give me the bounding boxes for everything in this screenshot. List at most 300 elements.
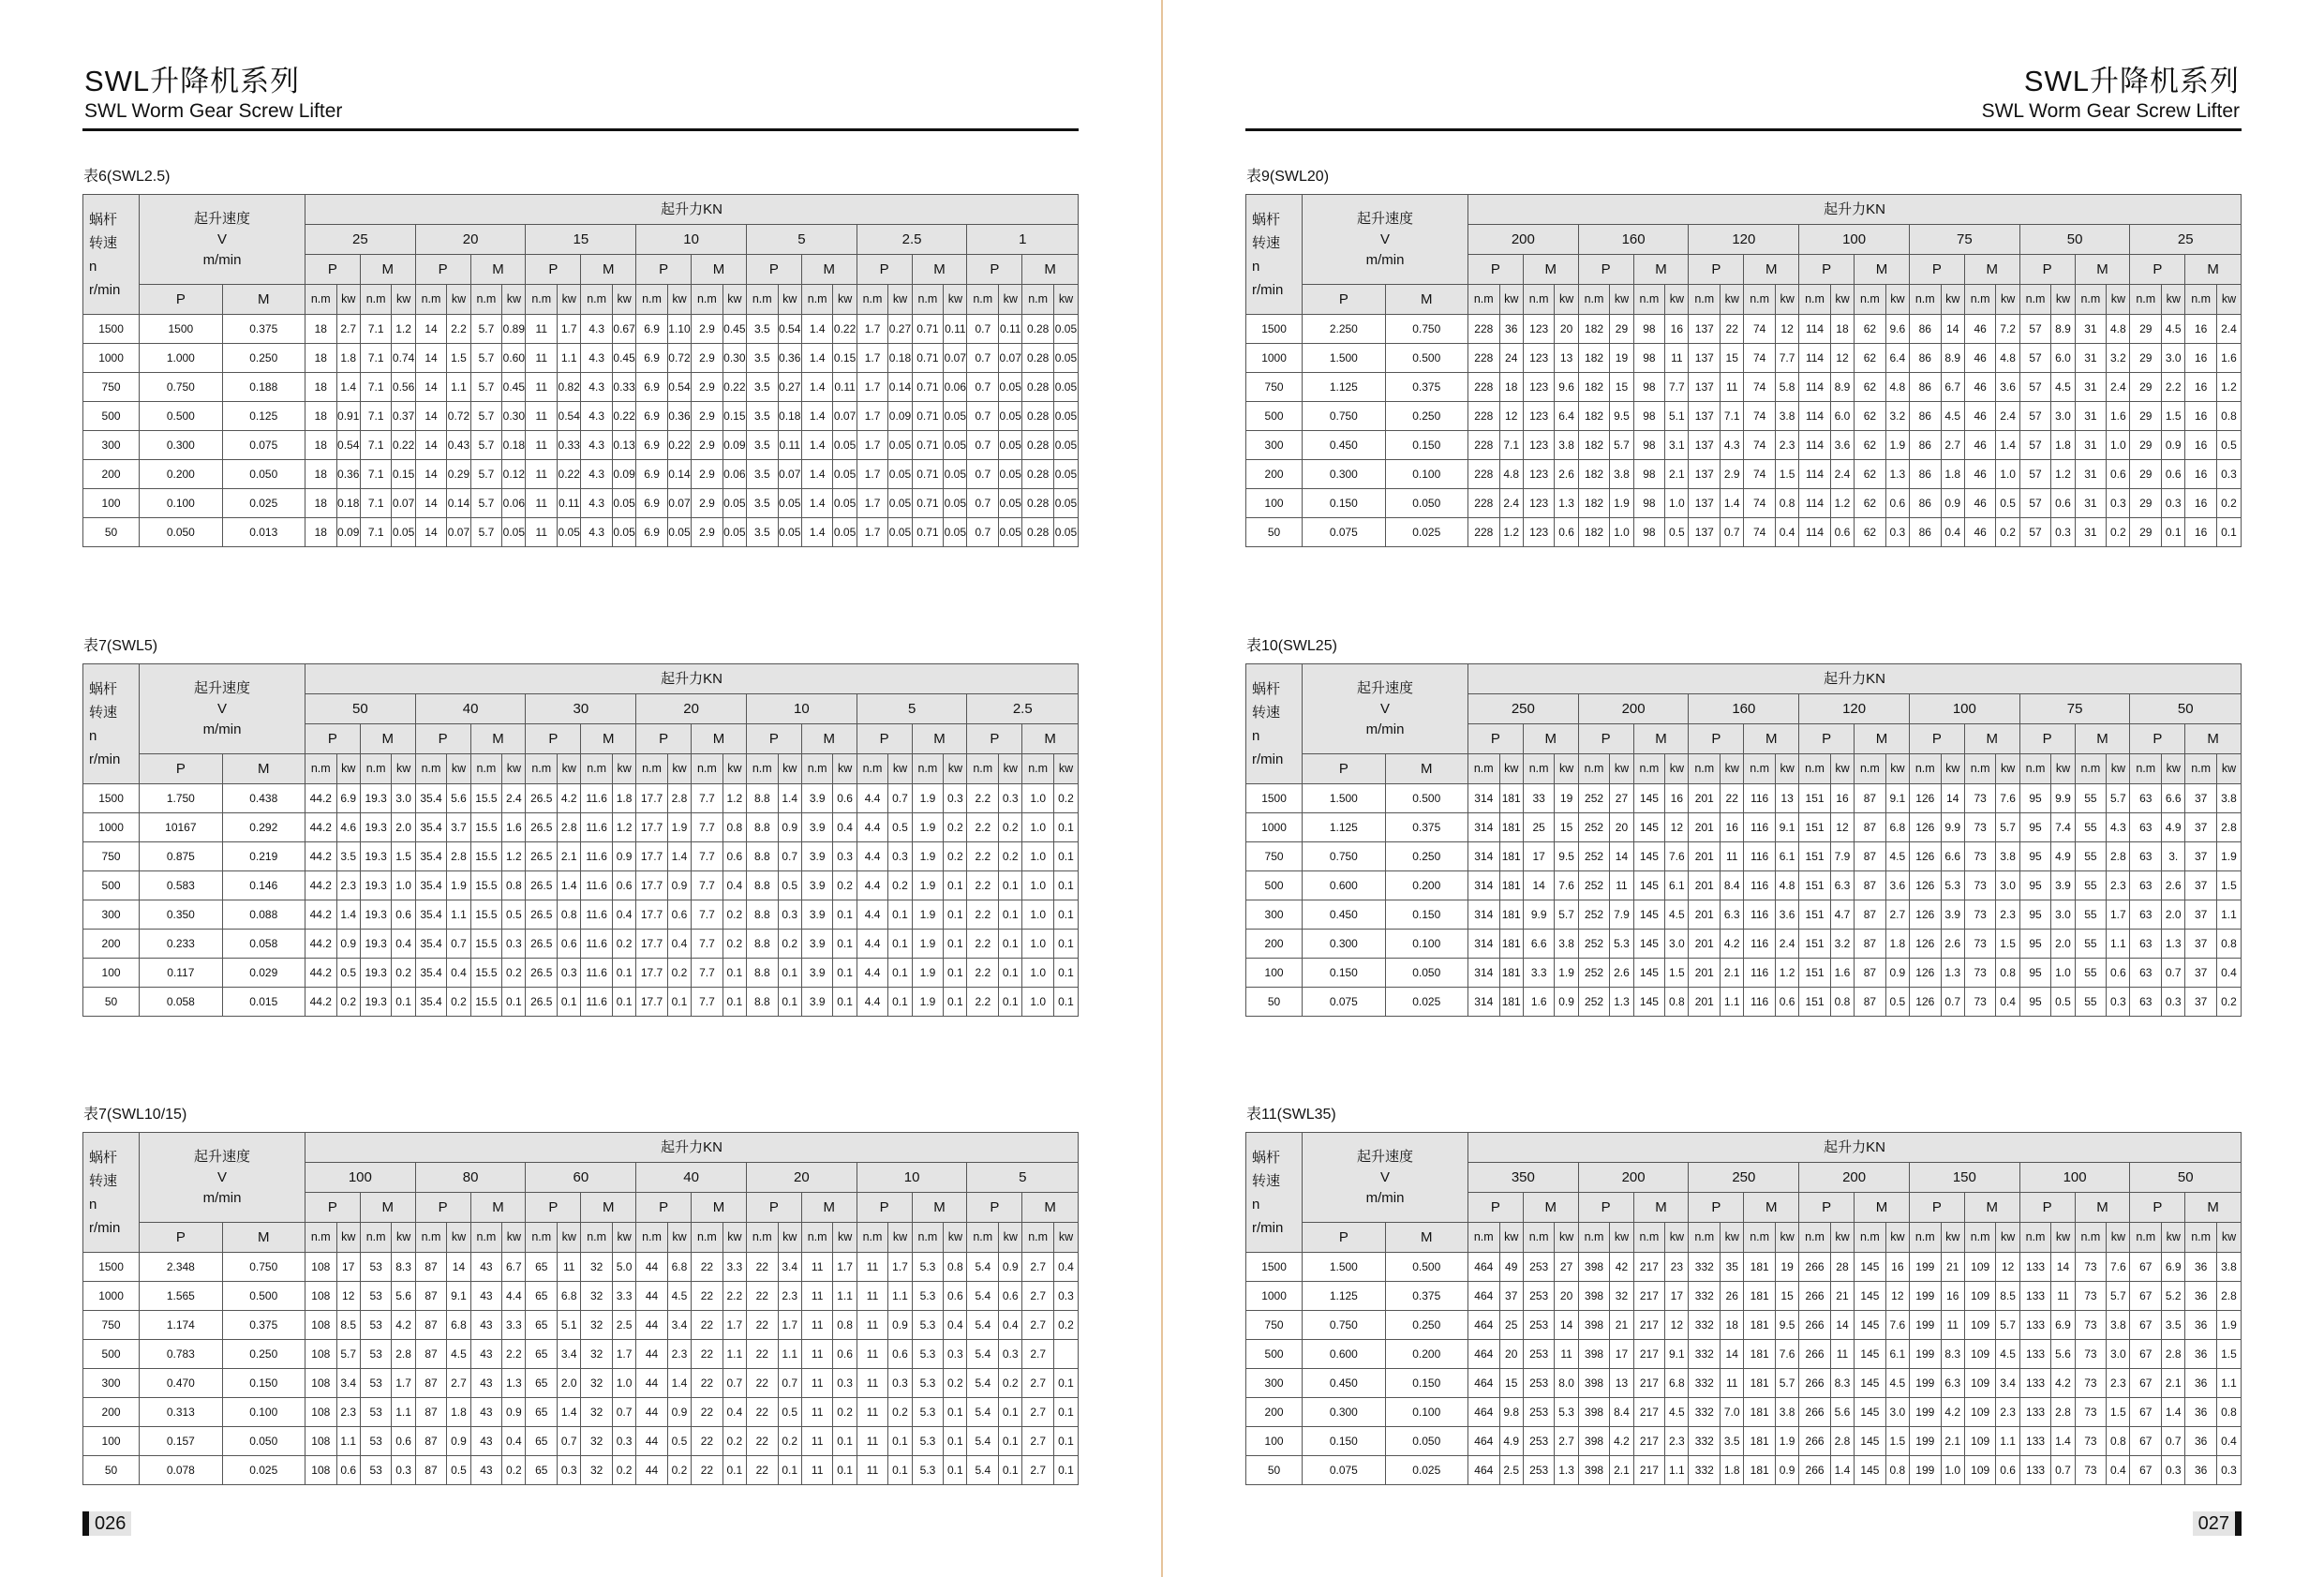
value-cell: 123	[1523, 315, 1555, 344]
value-cell: 17.7	[636, 900, 668, 930]
value-cell: 0.7	[2162, 1427, 2185, 1456]
nm-header: n.m	[526, 1223, 558, 1253]
value-cell: 3.9	[801, 813, 833, 842]
kw-header: kw	[612, 285, 635, 315]
value-cell: 8.4	[1610, 1398, 1633, 1427]
value-cell: 332	[1689, 1253, 1721, 1282]
value-cell: 14	[1555, 1311, 1578, 1340]
value-cell: 116	[1744, 930, 1776, 959]
value-cell: 0.4	[723, 871, 746, 900]
value-cell: 3.4	[667, 1311, 691, 1340]
value-cell: 65	[526, 1253, 558, 1282]
value-cell: 2.8	[2162, 1340, 2185, 1369]
value-cell: 73	[2075, 1456, 2107, 1485]
value-cell: 5.4	[967, 1311, 999, 1340]
value-cell: 44	[636, 1369, 668, 1398]
value-cell: 73	[1964, 813, 1996, 842]
kw-header: kw	[723, 754, 746, 784]
value-cell: 252	[1578, 959, 1610, 988]
value-cell: 1.9	[447, 871, 470, 900]
kw-header: kw	[2216, 754, 2241, 784]
value-cell: 7.7	[692, 842, 723, 871]
value-cell: 2.0	[392, 813, 415, 842]
value-cell: 62	[1855, 373, 1886, 402]
value-cell: 15.5	[470, 930, 502, 959]
value-cell: 109	[1964, 1398, 1996, 1427]
value-cell: 17.7	[636, 784, 668, 813]
nm-header: n.m	[1799, 1223, 1831, 1253]
speed-p-cell: 0.450	[1303, 431, 1385, 460]
value-cell: 57	[2019, 344, 2051, 373]
value-cell: 87	[415, 1311, 447, 1340]
value-cell: 11	[558, 1253, 581, 1282]
value-cell: 8.8	[746, 871, 778, 900]
m-header: M	[1744, 255, 1799, 285]
value-cell: 11	[801, 1398, 833, 1427]
page-right	[1162, 0, 2324, 1577]
value-cell: 0.4	[2216, 1427, 2241, 1456]
speed-p-cell: 0.300	[1303, 1398, 1385, 1427]
speed-header-label: 起升速度	[1357, 1148, 1414, 1165]
speed-m-cell: 0.050	[1385, 959, 1467, 988]
value-cell: 151	[1799, 988, 1831, 1017]
value-cell: 46	[1964, 344, 1996, 373]
value-cell: 1.5	[1775, 460, 1798, 489]
value-cell: 1.8	[612, 784, 635, 813]
value-cell: 332	[1689, 1340, 1721, 1369]
value-cell: 1.3	[1610, 988, 1633, 1017]
value-cell: 151	[1799, 959, 1831, 988]
value-cell: 0.1	[833, 959, 857, 988]
value-cell: 145	[1855, 1398, 1886, 1427]
speed-header-label: m/min	[202, 251, 242, 268]
value-cell: 12	[1665, 1311, 1689, 1340]
value-cell: 2.2	[447, 315, 470, 344]
speed-m-cell: 0.050	[1385, 489, 1467, 518]
value-cell: 1.6	[2216, 344, 2241, 373]
value-cell: 0.2	[667, 1456, 691, 1485]
value-cell: 0.5	[778, 1398, 801, 1427]
table-row	[1246, 900, 2242, 930]
value-cell: 2.9	[692, 315, 723, 344]
speed-n-cell: 300	[1246, 1369, 1303, 1398]
value-cell: 11	[801, 1311, 833, 1340]
value-cell: 266	[1799, 1253, 1831, 1282]
kw-header: kw	[1053, 754, 1078, 784]
speed-p-cell: 0.600	[1303, 1340, 1385, 1369]
value-cell: 0.3	[888, 842, 912, 871]
value-cell: 5.3	[912, 1311, 944, 1340]
load-header: 5	[857, 694, 967, 724]
m-header: M	[222, 285, 305, 315]
value-cell: 0.28	[1022, 431, 1054, 460]
value-cell: 67	[2130, 1340, 2162, 1369]
value-cell: 74	[1744, 431, 1776, 460]
value-cell: 7.1	[360, 460, 392, 489]
value-cell: 0.71	[912, 518, 944, 547]
speed-p-cell: 1.125	[1303, 813, 1385, 842]
value-cell: 0.05	[999, 518, 1022, 547]
speed-p-cell: 1.000	[140, 344, 222, 373]
m-header: M	[1964, 255, 2019, 285]
value-cell: 5.7	[470, 460, 502, 489]
value-cell: 217	[1633, 1427, 1665, 1456]
nm-header: n.m	[1689, 754, 1721, 784]
value-cell: 181	[1499, 930, 1523, 959]
value-cell: 133	[2019, 1398, 2051, 1427]
value-cell: 137	[1689, 460, 1721, 489]
value-cell: 0.05	[1053, 373, 1078, 402]
p-header: P	[1578, 1193, 1633, 1223]
value-cell: 1.1	[2216, 1369, 2241, 1398]
value-cell: 0.6	[1885, 489, 1909, 518]
table-row	[1246, 959, 2242, 988]
value-cell: 5.3	[912, 1253, 944, 1282]
value-cell: 217	[1633, 1369, 1665, 1398]
table-row	[83, 988, 1079, 1017]
value-cell: 46	[1964, 518, 1996, 547]
value-cell: 25	[1499, 1311, 1523, 1340]
value-cell: 145	[1855, 1253, 1886, 1282]
m-header: M	[1744, 1193, 1799, 1223]
load-header: 2.5	[967, 694, 1079, 724]
nm-header: n.m	[1467, 754, 1499, 784]
nm-header: n.m	[1909, 1223, 1941, 1253]
table-row	[1246, 813, 2242, 842]
kw-header: kw	[1775, 754, 1798, 784]
nm-header: n.m	[1964, 1223, 1996, 1253]
value-cell: 9.5	[1775, 1311, 1798, 1340]
value-cell: 253	[1523, 1398, 1555, 1427]
value-cell: 31	[2075, 402, 2107, 431]
speed-p-cell: 0.058	[140, 988, 222, 1017]
value-cell: 0.89	[502, 315, 526, 344]
nm-header: n.m	[1633, 285, 1665, 315]
value-cell: 17	[1665, 1282, 1689, 1311]
nm-header: n.m	[1689, 285, 1721, 315]
value-cell: 4.4	[857, 813, 888, 842]
value-cell: 145	[1633, 842, 1665, 871]
value-cell: 11.6	[581, 900, 613, 930]
value-cell: 228	[1467, 489, 1499, 518]
kw-header: kw	[944, 754, 967, 784]
speed-p-cell: 0.300	[140, 431, 222, 460]
value-cell: 11	[857, 1398, 888, 1427]
value-cell: 145	[1633, 930, 1665, 959]
value-cell: 1.1	[336, 1427, 360, 1456]
value-cell: 2.7	[1555, 1427, 1578, 1456]
value-cell: 0.14	[888, 373, 912, 402]
value-cell: 133	[2019, 1282, 2051, 1311]
value-cell: 3.8	[1610, 460, 1633, 489]
value-cell: 0.2	[336, 988, 360, 1017]
load-header: 100	[305, 1163, 415, 1193]
value-cell: 5.7	[470, 315, 502, 344]
value-cell: 22	[692, 1253, 723, 1282]
value-cell: 67	[2130, 1253, 2162, 1282]
m-header: M	[912, 724, 967, 754]
value-cell: 0.2	[723, 1427, 746, 1456]
value-cell: 3.6	[1830, 431, 1854, 460]
value-cell: 15.5	[470, 784, 502, 813]
value-cell: 11.6	[581, 988, 613, 1017]
speed-m-cell: 0.438	[222, 784, 305, 813]
value-cell: 0.2	[999, 842, 1022, 871]
speed-p-cell: 0.100	[140, 489, 222, 518]
value-cell: 0.1	[888, 1427, 912, 1456]
value-cell: 6.0	[1830, 402, 1854, 431]
value-cell: 464	[1467, 1340, 1499, 1369]
value-cell: 0.7	[778, 842, 801, 871]
m-header: M	[1523, 724, 1578, 754]
value-cell: 21	[1941, 1253, 1964, 1282]
value-cell	[1053, 1340, 1078, 1369]
value-cell: 1.4	[1721, 489, 1744, 518]
value-cell: 14	[1830, 1311, 1854, 1340]
load-header: 5	[967, 1163, 1079, 1193]
value-cell: 1.4	[2162, 1398, 2185, 1427]
p-header: P	[1909, 724, 1964, 754]
value-cell: 4.5	[2162, 315, 2185, 344]
header-rule	[82, 128, 1079, 131]
value-cell: 4.7	[1830, 900, 1854, 930]
value-cell: 95	[2019, 959, 2051, 988]
value-cell: 181	[1744, 1369, 1776, 1398]
value-cell: 5.4	[967, 1398, 999, 1427]
kw-header: kw	[447, 754, 470, 784]
speed-col-label: n	[1252, 727, 1260, 744]
value-cell: 3.4	[558, 1340, 581, 1369]
kw-header: kw	[1830, 754, 1854, 784]
value-cell: 0.72	[447, 402, 470, 431]
value-cell: 181	[1499, 784, 1523, 813]
value-cell: 182	[1578, 489, 1610, 518]
value-cell: 12	[336, 1282, 360, 1311]
value-cell: 0.06	[502, 489, 526, 518]
value-cell: 43	[470, 1456, 502, 1485]
value-cell: 1.1	[833, 1282, 857, 1311]
value-cell: 464	[1467, 1456, 1499, 1485]
value-cell: 2.7	[1885, 900, 1909, 930]
value-cell: 18	[305, 344, 336, 373]
value-cell: 6.9	[2051, 1311, 2075, 1340]
value-cell: 133	[2019, 1253, 2051, 1282]
value-cell: 151	[1799, 930, 1831, 959]
kw-header: kw	[2216, 1223, 2241, 1253]
value-cell: 0.5	[1996, 489, 2019, 518]
value-cell: 7.0	[1721, 1398, 1744, 1427]
value-cell: 0.27	[778, 373, 801, 402]
value-cell: 44	[636, 1427, 668, 1456]
speed-m-cell: 0.050	[222, 1427, 305, 1456]
value-cell: 0.6	[833, 1340, 857, 1369]
value-cell: 8.8	[746, 842, 778, 871]
table-row	[83, 1427, 1079, 1456]
value-cell: 114	[1799, 373, 1831, 402]
table-row	[1246, 344, 2242, 373]
value-cell: 6.6	[2162, 784, 2185, 813]
value-cell: 4.3	[581, 402, 613, 431]
value-cell: 98	[1633, 431, 1665, 460]
speed-n-cell: 100	[1246, 1427, 1303, 1456]
table-row	[83, 959, 1079, 988]
m-header: M	[801, 255, 857, 285]
value-cell: 4.9	[1499, 1427, 1523, 1456]
value-cell: 0.1	[833, 988, 857, 1017]
value-cell: 6.9	[2162, 1253, 2185, 1282]
load-header: 30	[526, 694, 636, 724]
value-cell: 55	[2075, 959, 2107, 988]
value-cell: 22	[692, 1398, 723, 1427]
table-row	[1246, 315, 2242, 344]
speed-m-cell: 0.100	[222, 1398, 305, 1427]
nm-header: n.m	[857, 754, 888, 784]
speed-p-cell: 0.500	[140, 402, 222, 431]
value-cell: 0.3	[558, 959, 581, 988]
value-cell: 22	[746, 1427, 778, 1456]
speed-n-cell: 750	[1246, 842, 1303, 871]
value-cell: 17	[336, 1253, 360, 1282]
value-cell: 7.4	[2051, 813, 2075, 842]
series-title-cn: SWL升降机系列	[2023, 65, 2240, 97]
kw-header: kw	[833, 285, 857, 315]
nm-header: n.m	[801, 285, 833, 315]
value-cell: 1.9	[1885, 431, 1909, 460]
value-cell: 63	[2130, 842, 2162, 871]
value-cell: 6.9	[636, 315, 668, 344]
speed-m-cell: 0.025	[1385, 518, 1467, 547]
nm-header: n.m	[581, 754, 613, 784]
value-cell: 36	[2185, 1398, 2217, 1427]
m-header: M	[1633, 1193, 1689, 1223]
load-header: 150	[1909, 1163, 2019, 1193]
value-cell: 2.1	[1665, 460, 1689, 489]
value-cell: 0.4	[833, 813, 857, 842]
value-cell: 3.0	[1996, 871, 2019, 900]
value-cell: 1.3	[1555, 1456, 1578, 1485]
p-header: P	[1689, 1193, 1744, 1223]
value-cell: 0.2	[2216, 489, 2241, 518]
value-cell: 1.7	[857, 344, 888, 373]
value-cell: 314	[1467, 871, 1499, 900]
value-cell: 36	[2185, 1340, 2217, 1369]
kw-header: kw	[2107, 285, 2130, 315]
speed-p-cell: 0.150	[1303, 1427, 1385, 1456]
value-cell: 0.22	[612, 402, 635, 431]
speed-col-label: 蜗杆	[89, 211, 118, 228]
value-cell: 98	[1633, 518, 1665, 547]
value-cell: 151	[1799, 784, 1831, 813]
speed-m-cell: 0.250	[1385, 402, 1467, 431]
value-cell: 0.14	[667, 460, 691, 489]
value-cell: 1.2	[392, 315, 415, 344]
value-cell: 266	[1799, 1340, 1831, 1369]
value-cell: 1.4	[1830, 1456, 1854, 1485]
value-cell: 1.5	[2216, 871, 2241, 900]
value-cell: 2.9	[692, 460, 723, 489]
value-cell: 6.3	[1941, 1369, 1964, 1398]
speed-n-cell: 50	[83, 988, 140, 1017]
value-cell: 0.9	[778, 813, 801, 842]
value-cell: 9.9	[1941, 813, 1964, 842]
value-cell: 0.3	[2162, 1456, 2185, 1485]
value-cell: 6.0	[2051, 344, 2075, 373]
speed-col-label: 转速	[1252, 1172, 1281, 1189]
value-cell: 1.0	[1665, 489, 1689, 518]
value-cell: 4.3	[581, 431, 613, 460]
value-cell: 22	[746, 1282, 778, 1311]
value-cell: 6.7	[502, 1253, 526, 1282]
value-cell: 0.60	[502, 344, 526, 373]
value-cell: 0.05	[723, 489, 746, 518]
value-cell: 44.2	[305, 871, 336, 900]
value-cell: 4.5	[1996, 1340, 2019, 1369]
value-cell: 0.8	[502, 871, 526, 900]
value-cell: 74	[1744, 344, 1776, 373]
value-cell: 2.6	[1610, 959, 1633, 988]
value-cell: 0.7	[1941, 988, 1964, 1017]
value-cell: 25	[1523, 813, 1555, 842]
value-cell: 3.1	[1665, 431, 1689, 460]
value-cell: 0.1	[1053, 1456, 1078, 1485]
speed-n-cell: 1500	[83, 784, 140, 813]
value-cell: 1.4	[801, 489, 833, 518]
value-cell: 0.3	[612, 1427, 635, 1456]
speed-n-cell: 100	[1246, 489, 1303, 518]
value-cell: 1.1	[723, 1340, 746, 1369]
value-cell: 0.05	[1053, 431, 1078, 460]
value-cell: 2.5	[1499, 1456, 1523, 1485]
speed-p-cell: 0.117	[140, 959, 222, 988]
value-cell: 199	[1909, 1282, 1941, 1311]
value-cell: 31	[2075, 431, 2107, 460]
table-caption: 表9(SWL20)	[1246, 169, 1330, 185]
speed-m-cell: 0.025	[1385, 1456, 1467, 1485]
speed-m-cell: 0.500	[1385, 784, 1467, 813]
m-header: M	[2185, 1193, 2242, 1223]
value-cell: 1.9	[912, 784, 944, 813]
value-cell: 266	[1799, 1369, 1831, 1398]
speed-m-cell: 0.500	[1385, 1253, 1467, 1282]
kw-header: kw	[1499, 285, 1523, 315]
unit-row	[83, 754, 1079, 784]
kw-header: kw	[778, 1223, 801, 1253]
value-cell: 1.6	[1523, 988, 1555, 1017]
value-cell: 11	[857, 1311, 888, 1340]
speed-m-cell: 0.075	[222, 431, 305, 460]
value-cell: 464	[1467, 1398, 1499, 1427]
kw-header: kw	[2107, 1223, 2130, 1253]
value-cell: 31	[2075, 489, 2107, 518]
value-cell: 9.5	[1555, 842, 1578, 871]
value-cell: 29	[2130, 431, 2162, 460]
value-cell: 1.1	[778, 1340, 801, 1369]
speed-p-cell: 0.075	[1303, 988, 1385, 1017]
value-cell: 11	[526, 315, 558, 344]
value-cell: 19.3	[360, 930, 392, 959]
value-cell: 0.33	[612, 373, 635, 402]
value-cell: 0.07	[944, 344, 967, 373]
value-cell: 55	[2075, 813, 2107, 842]
value-cell: 217	[1633, 1311, 1665, 1340]
kw-header: kw	[1665, 285, 1689, 315]
speed-n-cell: 1000	[83, 1282, 140, 1311]
speed-col-header	[83, 664, 140, 784]
speed-n-cell: 300	[83, 1369, 140, 1398]
nm-header: n.m	[2185, 285, 2217, 315]
value-cell: 0.18	[888, 344, 912, 373]
value-cell: 126	[1909, 930, 1941, 959]
